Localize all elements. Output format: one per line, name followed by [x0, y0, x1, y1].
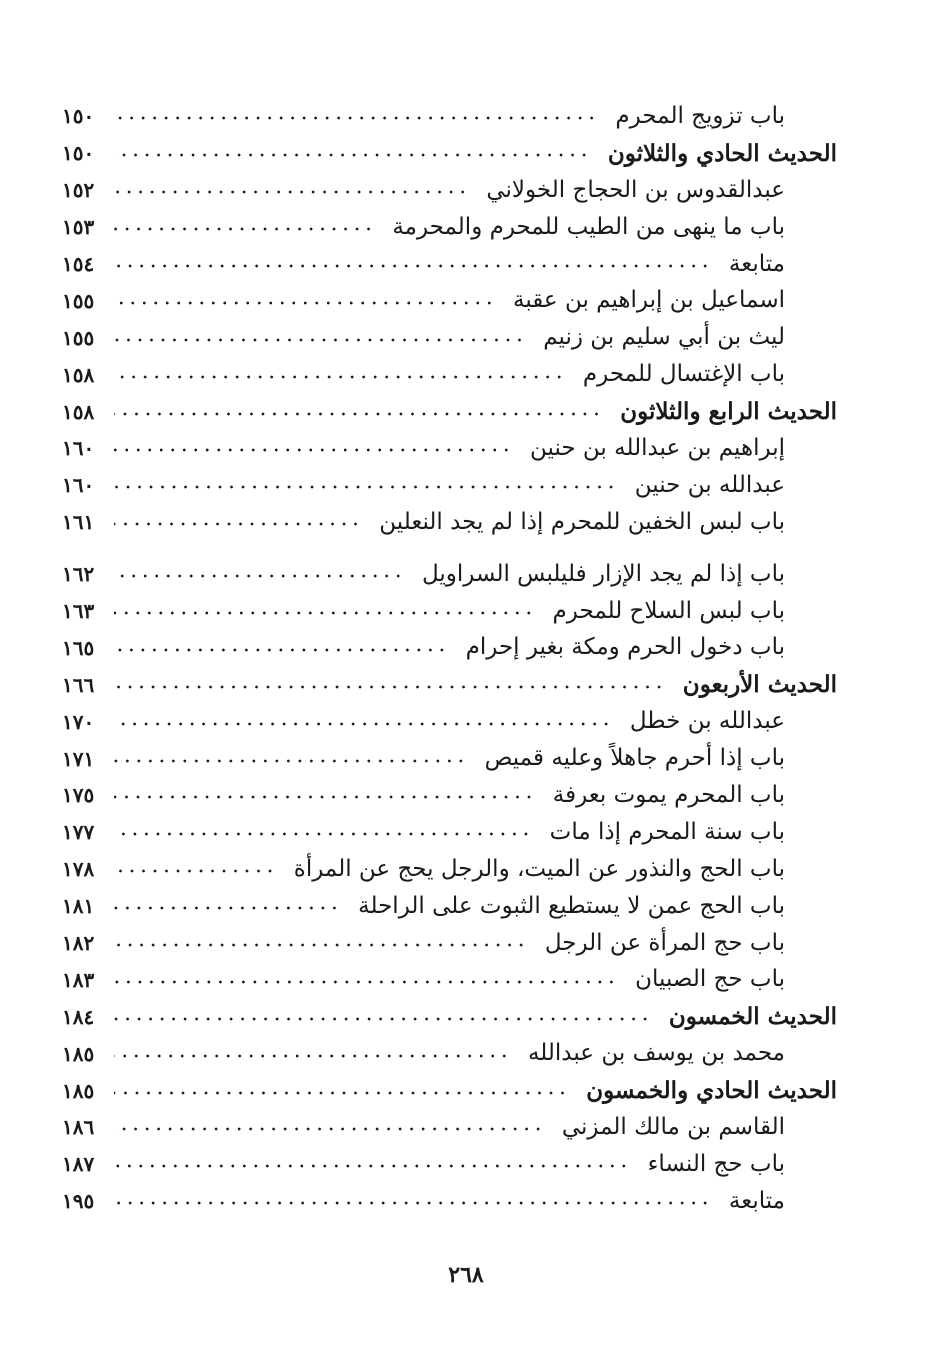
toc-entry-title: باب إذا لم يجد الإزار فليلبس السراويل [421, 560, 785, 587]
dot-leader [114, 925, 527, 961]
toc-entry-title: باب الإغتسال للمحرم [582, 361, 785, 388]
toc-entry-title: إبراهيم بن عبدالله بن حنين [530, 434, 785, 461]
toc-entry-title: عبدالله بن خطل [629, 708, 785, 735]
dot-leader [114, 777, 535, 813]
dot-leader [114, 851, 276, 887]
toc-entry-page: ١٥٠ [62, 104, 95, 129]
toc-entry-page: ١٧٨ [62, 857, 95, 882]
toc-entry-title: باب إذا أحرم جاهلاً وعليه قميص [484, 745, 785, 772]
dot-leader [114, 814, 532, 850]
dot-leader [114, 172, 468, 208]
toc-entry-title: باب دخول الحرم ومكة بغير إحرام [465, 634, 785, 661]
toc-entry-page: ١٨٢ [62, 931, 95, 956]
dot-leader [114, 1036, 510, 1072]
toc-entry [62, 925, 837, 962]
toc-section-heading [62, 1072, 837, 1109]
toc-entry [62, 319, 837, 356]
toc-entry [62, 629, 837, 666]
toc-entry-title: القاسم بن مالك المزني [561, 1113, 785, 1140]
toc-entry-title: عبدالله بن حنين [634, 471, 785, 498]
toc-entry-title: ليث بن أبي سليم بن زنيم [543, 324, 785, 351]
toc-entry [62, 246, 837, 283]
toc-entry-page: ١٦٥ [62, 635, 95, 660]
toc-entry [62, 467, 837, 504]
toc-entry-title: باب حج المرأة عن الرجل [544, 929, 785, 956]
toc-entry [62, 430, 837, 467]
toc-entry [62, 1146, 837, 1183]
toc-entry-page: ١٥٣ [62, 215, 95, 240]
dot-leader [114, 467, 617, 503]
page-number: ٢٦٨ [448, 1262, 484, 1288]
toc-entry-page: ١٦١ [62, 510, 95, 535]
toc-entry-title: باب حج الصبيان [635, 966, 785, 993]
toc-entry [62, 209, 837, 246]
dot-leader [114, 1109, 544, 1145]
dot-leader [114, 962, 617, 998]
dot-leader [114, 98, 597, 134]
toc-entry [62, 504, 837, 541]
dot-leader [114, 704, 612, 740]
toc-entry-title: باب سنة المحرم إذا مات [549, 818, 785, 845]
dot-leader [114, 246, 711, 282]
toc-entry-page: ١٧١ [62, 746, 95, 771]
toc-entry-title: الحديث الحادي والخمسون [586, 1077, 837, 1105]
dot-leader [114, 283, 495, 319]
toc-entry-page: ١٥٥ [62, 325, 95, 350]
dot-leader [114, 1073, 568, 1109]
toc-entry-title: متابعة [728, 1187, 785, 1214]
toc-entry [62, 1035, 837, 1072]
toc-entry-page: ١٨٤ [62, 1004, 95, 1029]
toc-entry [62, 98, 837, 135]
toc-section-heading [62, 666, 837, 703]
toc-section-heading [62, 998, 837, 1035]
toc-entry-page: ١٨٧ [62, 1152, 95, 1177]
toc-entry-page: ١٥٨ [62, 399, 95, 424]
dot-leader [114, 320, 525, 356]
toc-entry [62, 593, 837, 630]
toc-entry [62, 282, 837, 319]
toc-entry-title: باب ما ينهى من الطيب للمحرم والمحرمة [392, 213, 785, 240]
toc-entry-page: ١٧٠ [62, 709, 95, 734]
toc-entry [62, 814, 837, 851]
dot-leader [114, 667, 665, 703]
toc-entry [62, 888, 837, 925]
dot-leader [114, 357, 565, 393]
dot-leader [114, 504, 361, 540]
toc-entry-title: باب لبس السلاح للمحرم [552, 597, 785, 624]
table-of-contents [62, 98, 837, 1220]
toc-entry-page: ١٨١ [62, 894, 95, 919]
toc-entry-title: محمد بن يوسف بن عبدالله [527, 1040, 785, 1067]
dot-leader [114, 630, 448, 666]
dot-leader [114, 135, 590, 171]
toc-entry-page: ١٨٦ [62, 1115, 95, 1140]
toc-entry [62, 703, 837, 740]
toc-entry [62, 1109, 837, 1146]
dot-leader [114, 1146, 630, 1182]
toc-entry-page: ١٥٠ [62, 141, 95, 166]
toc-entry-title: باب تزويج المحرم [615, 102, 785, 129]
toc-entry-title: الحديث الرابع والثلاثون [620, 398, 837, 426]
toc-entry-page: ١٨٥ [62, 1041, 95, 1066]
toc-entry-title: باب المحرم يموت بعرفة [552, 781, 785, 808]
toc-entry-page: ١٥٨ [62, 362, 95, 387]
toc-section-heading [62, 393, 837, 430]
toc-entry [62, 740, 837, 777]
toc-entry-page: ١٧٥ [62, 783, 95, 808]
toc-entry-page: ١٦٢ [62, 562, 95, 587]
toc-section-heading [62, 135, 837, 172]
toc-entry-page: ١٨٥ [62, 1078, 95, 1103]
toc-entry [62, 172, 837, 209]
toc-entry-title: الحديث الخمسون [668, 1003, 837, 1031]
toc-entry-page: ١٥٤ [62, 252, 95, 276]
toc-entry [62, 851, 837, 888]
dot-leader [114, 888, 340, 924]
toc-entry-title: الحديث الأربعون [682, 671, 837, 699]
toc-entry-page: ١٥٢ [62, 178, 95, 203]
toc-entry-title: متابعة [728, 250, 785, 277]
dot-leader [114, 593, 535, 629]
toc-entry-title: باب حج النساء [647, 1150, 785, 1177]
toc-entry-page: ١٥٥ [62, 288, 95, 313]
toc-entry-title: اسماعيل بن إبراهيم بن عقبة [513, 287, 785, 314]
toc-entry-title: الحديث الحادي والثلاثون [607, 139, 837, 167]
dot-leader [114, 209, 374, 245]
dot-leader [114, 1183, 711, 1219]
toc-entry-page: ١٦٦ [62, 672, 95, 697]
toc-entry-page: ١٦٣ [62, 599, 95, 624]
dot-leader [114, 741, 467, 777]
dot-leader [114, 999, 651, 1035]
dot-leader [114, 556, 404, 592]
toc-entry [62, 777, 837, 814]
toc-entry-page: ١٩٥ [62, 1189, 95, 1214]
toc-entry-page: ١٦٠ [62, 473, 95, 498]
toc-entry [62, 1183, 837, 1220]
toc-entry [62, 556, 837, 593]
dot-leader [114, 430, 512, 466]
toc-entry [62, 961, 837, 998]
toc-entry-title: باب الحج والنذور عن الميت، والرجل يحج عن المرأة [293, 855, 785, 882]
dot-leader [114, 394, 602, 430]
toc-entry-title: عبدالقدوس بن الحجاج الخولاني [486, 176, 785, 203]
toc-entry [62, 356, 837, 393]
toc-entry-page: ١٦٠ [62, 436, 95, 461]
toc-entry-title: باب الحج عمن لا يستطيع الثبوت على الراحلة [358, 892, 785, 919]
toc-entry-title: باب لبس الخفين للمحرم إذا لم يجد النعلين [379, 508, 785, 535]
toc-entry-page: ١٧٧ [62, 820, 95, 845]
toc-entry-page: ١٨٣ [62, 967, 95, 992]
